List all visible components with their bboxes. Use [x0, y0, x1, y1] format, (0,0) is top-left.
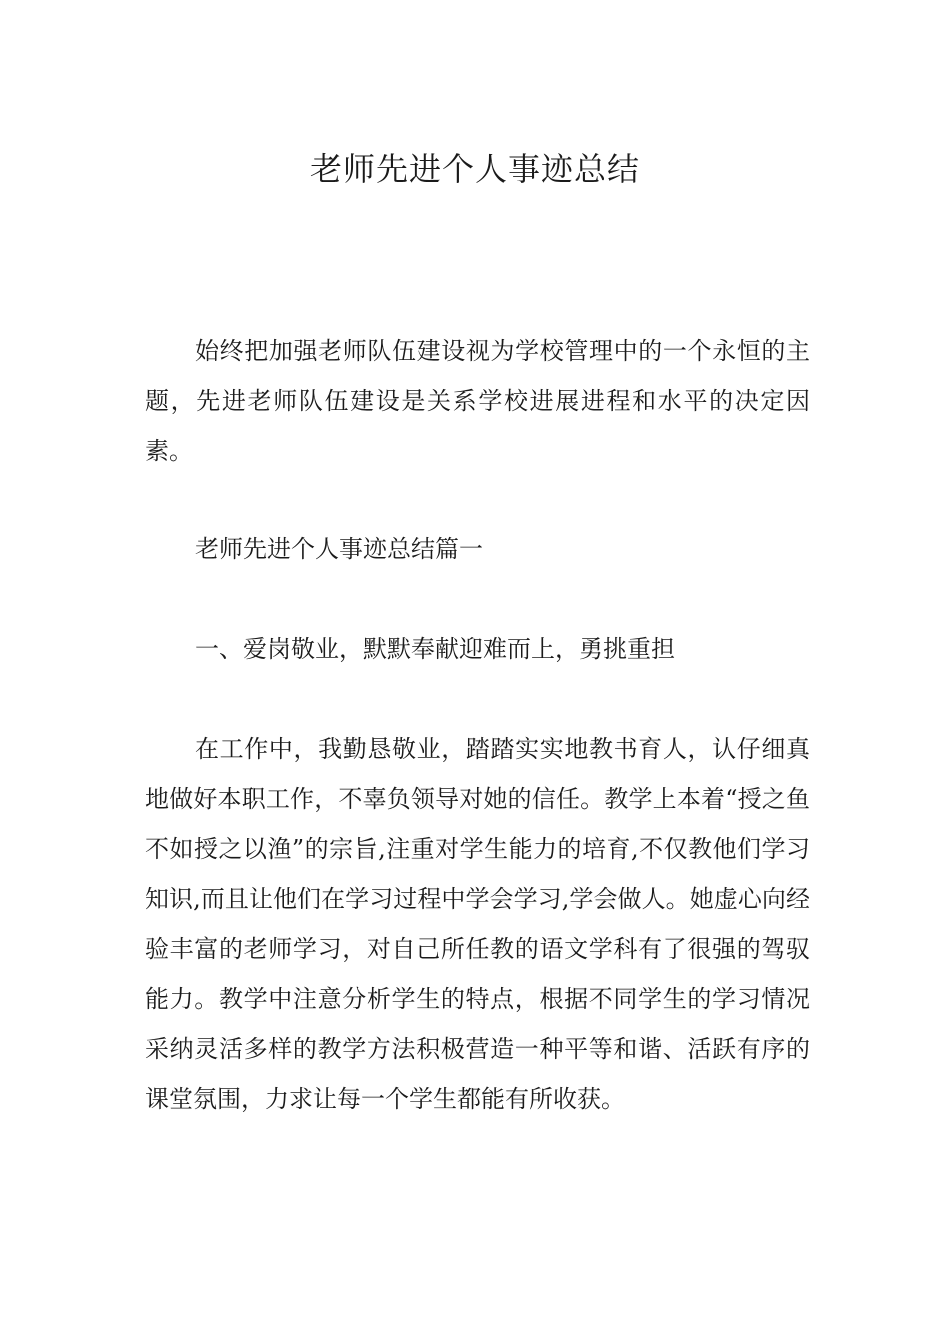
document-title: 老师先进个人事迹总结 — [309, 150, 640, 189]
intro-paragraph: 始终把加强老师队伍建设视为学校管理中的一个永恒的主题，先进老师队伍建设是关系学校进展进程和水平的决定因素。 — [145, 337, 810, 465]
section-heading: 老师先进个人事迹总结篇一 — [195, 535, 483, 563]
subsection-heading: 一、爱岗敬业，默默奉献迎难而上，勇挑重担 — [195, 635, 675, 663]
body-paragraph: 在工作中，我勤恳敬业，踏踏实实地教书育人，认仔细真地做好本职工作，不辜负领导对她的信任。教学上本着“授之鱼不如授之以渔”的宗旨,注重对学生能力的培育,不仅教他们学习知识,而且让他们在学习过程中学会学习,学会做人。她虚心向经验丰富的老师学习，对自己所任教的语文学科有了很强的驾驭能力。教学中注意分析学生的特点，根据不同学生的学习情况采纳灵活多样的教学方法积极营造一种平等和谐、活跃有序的课堂氛围，力求让每一个学生都能有所收获。 — [145, 735, 810, 1113]
